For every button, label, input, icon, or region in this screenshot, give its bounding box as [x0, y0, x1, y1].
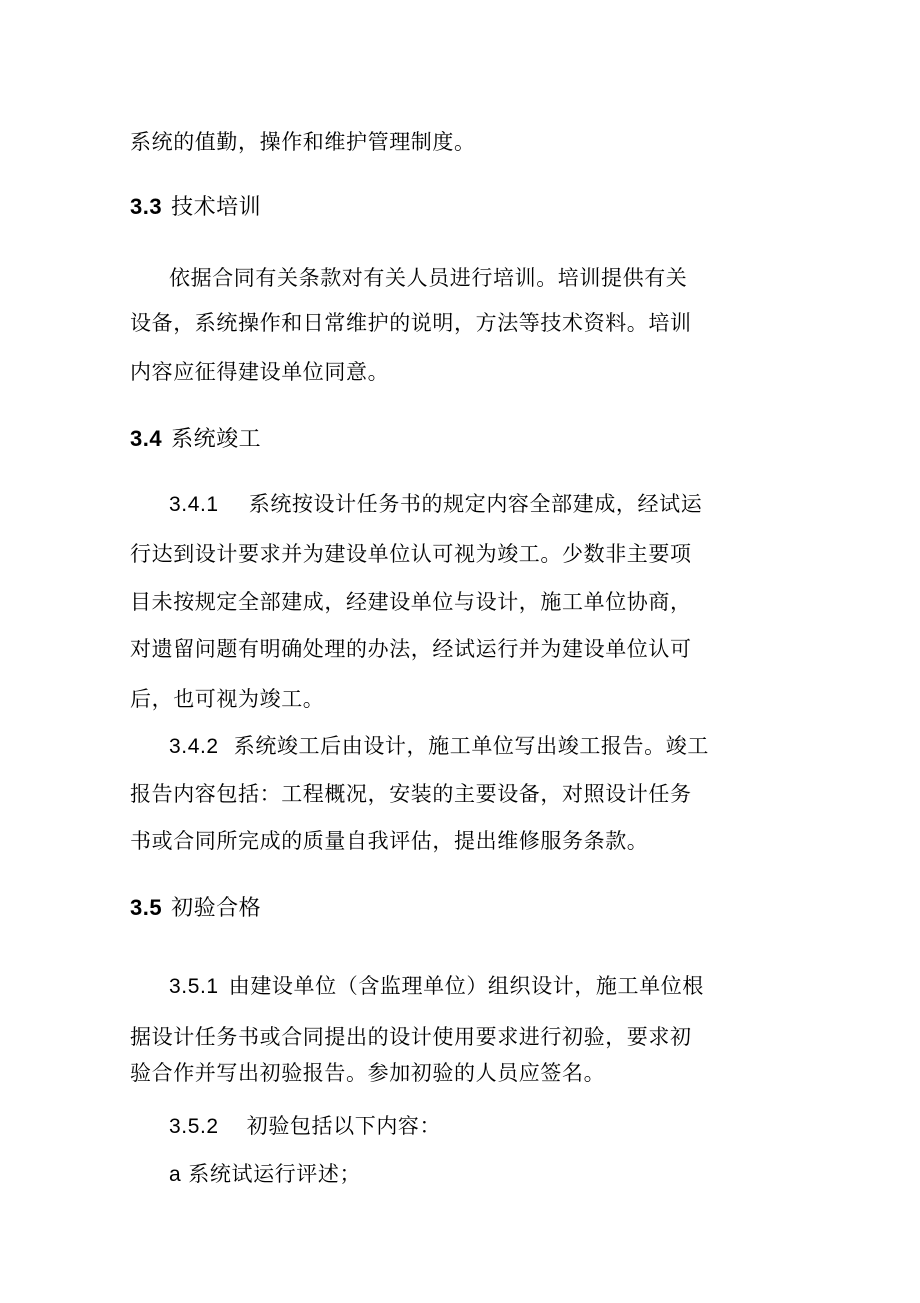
item-number: 3.5.1: [169, 975, 219, 998]
heading-3-3: [130, 192, 261, 222]
item-text: 系统试运行评述；: [188, 1163, 362, 1186]
paragraph-line: 对遗留问题有明确处理的办法，经试运行并为建设单位认可: [130, 638, 692, 661]
item-3-5-2: [169, 1113, 441, 1141]
paragraph-line: 目未按规定全部建成，经建设单位与设计，施工单位协商，: [130, 591, 692, 614]
paragraph-line: 系统的值勤，操作和维护管理制度。: [130, 131, 476, 154]
item-3-5-1: [169, 973, 704, 1001]
item-text: 由建设单位（含监理单位）组织设计，施工单位根: [228, 975, 704, 998]
heading-number: 3.3: [130, 194, 163, 219]
item-a: [169, 1161, 361, 1189]
item-letter: a: [169, 1163, 182, 1186]
paragraph-line: 行达到设计要求并为建设单位认可视为竣工。少数非主要项: [130, 543, 692, 566]
heading-title: 技术培训: [171, 194, 262, 219]
heading-number: 3.4: [130, 426, 163, 451]
item-number: 3.4.1: [169, 493, 219, 516]
heading-3-5: [130, 893, 261, 923]
heading-title: 系统竣工: [171, 426, 262, 451]
item-text: 系统竣工后由设计，施工单位写出竣工报告。竣工: [233, 735, 709, 758]
paragraph-line: 书或合同所完成的质量自我评估，提出维修服务条款。: [130, 830, 649, 853]
item-text: 初验包括以下内容：: [246, 1115, 442, 1138]
paragraph-line: 设备，系统操作和日常维护的说明，方法等技术资料。培训: [130, 312, 692, 335]
paragraph-line: 内容应征得建设单位同意。: [130, 361, 390, 384]
paragraph-line: 依据合同有关条款对有关人员进行培训。培训提供有关: [169, 267, 688, 290]
item-3-4-2: [169, 733, 709, 761]
paragraph-line: 据设计任务书或合同提出的设计使用要求进行初验，要求初: [130, 1026, 692, 1049]
paragraph-line: 后，也可视为竣工。: [130, 688, 325, 711]
item-number: 3.4.2: [169, 735, 219, 758]
heading-title: 初验合格: [171, 895, 262, 920]
item-text: 系统按设计任务书的规定内容全部建成，经试运: [248, 493, 703, 516]
paragraph-line: 报告内容包括：工程概况，安装的主要设备，对照设计任务: [130, 783, 692, 806]
paragraph-line: 验合作并写出初验报告。参加初验的人员应签名。: [130, 1062, 606, 1085]
heading-3-4: [130, 424, 261, 454]
item-number: 3.5.2: [169, 1115, 219, 1138]
item-3-4-1: [169, 491, 702, 519]
heading-number: 3.5: [130, 895, 163, 920]
